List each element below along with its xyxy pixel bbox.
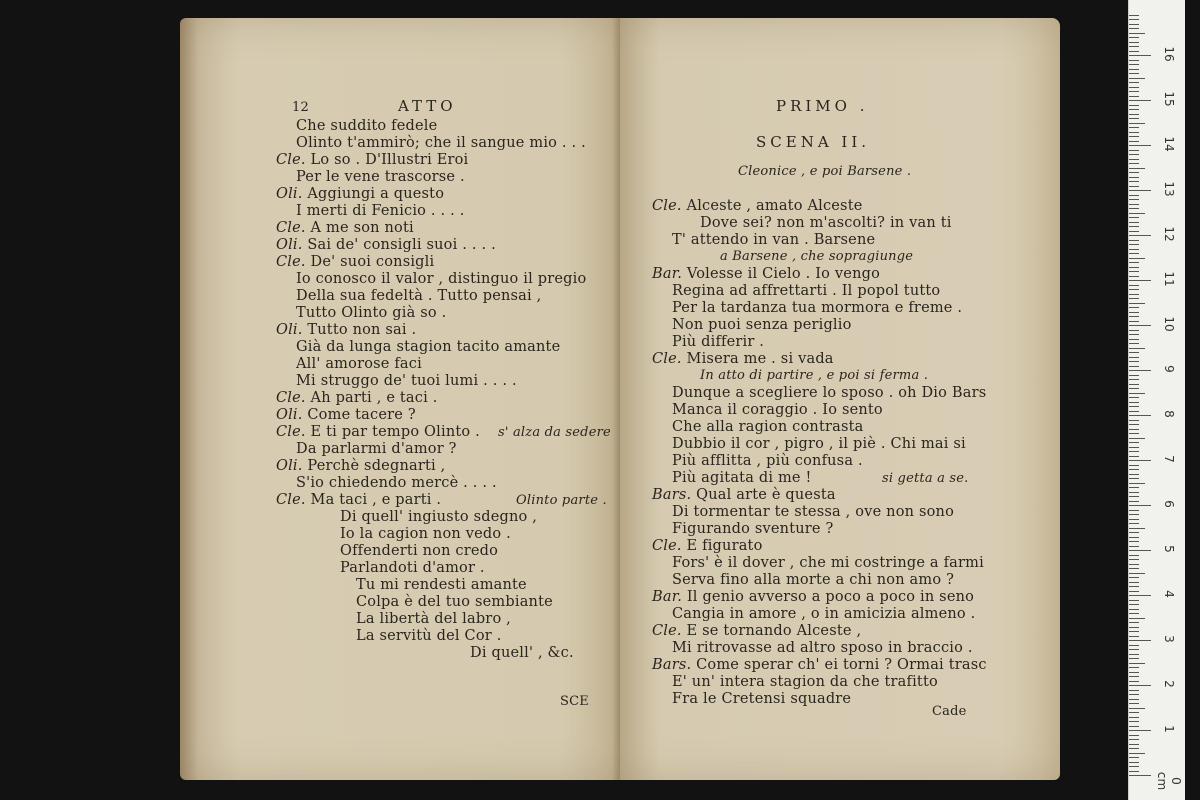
ruler-minor-tick [1129, 600, 1139, 601]
text-line: Tutto Olinto già so . [296, 305, 447, 321]
text-line: Più agitata di me ! [672, 470, 812, 486]
ruler-minor-tick [1129, 510, 1139, 511]
text-line: Cle. Ah parti , e taci . [276, 390, 438, 406]
ruler-minor-tick [1129, 703, 1139, 704]
ruler-label: 6 [1162, 500, 1176, 508]
ruler-minor-tick [1129, 699, 1139, 700]
ruler-minor-tick [1129, 663, 1145, 664]
text-line: Io conosco il valor , distinguo il pregio [296, 271, 587, 287]
ruler-minor-tick [1129, 694, 1139, 695]
ruler-minor-tick [1129, 87, 1139, 88]
ruler-minor-tick [1129, 438, 1145, 439]
ruler-minor-tick [1129, 343, 1139, 344]
ruler-major-tick [1129, 370, 1151, 371]
scene-persons: Cleonice , e poi Barsene . [738, 164, 912, 179]
ruler-minor-tick [1129, 469, 1139, 470]
ruler-minor-tick [1129, 532, 1139, 533]
ruler-minor-tick [1129, 478, 1139, 479]
ruler-minor-tick [1129, 388, 1139, 389]
text-line: Fors' è il dover , che mi costringe a farmi [672, 555, 984, 571]
ruler-minor-tick [1129, 123, 1145, 124]
text-line: Della sua fedeltà . Tutto pensai , [296, 288, 542, 304]
ruler-minor-tick [1129, 69, 1139, 70]
aria-line: Io la cagion non vedo . [340, 526, 511, 542]
ruler-label: 13 [1162, 181, 1176, 197]
ruler-minor-tick [1129, 163, 1139, 164]
ruler-minor-tick [1129, 411, 1139, 412]
ruler-minor-tick [1129, 739, 1139, 740]
ruler-major-tick [1129, 325, 1151, 326]
ruler-minor-tick [1129, 766, 1139, 767]
ruler-minor-tick [1129, 141, 1139, 142]
text-line: Che suddito fedele [296, 118, 438, 134]
ruler-minor-tick [1129, 465, 1139, 466]
ruler-major-tick [1129, 415, 1151, 416]
ruler-major-tick [1129, 280, 1151, 281]
ruler-major-tick [1129, 100, 1151, 101]
ruler-minor-tick [1129, 208, 1139, 209]
ruler-minor-tick [1129, 613, 1139, 614]
ruler-minor-tick [1129, 249, 1139, 250]
ruler-minor-tick [1129, 51, 1139, 52]
ruler-minor-tick [1129, 28, 1139, 29]
text-line: Serva fino alla morte a chi non amo ? [672, 572, 955, 588]
ruler-minor-tick [1129, 748, 1139, 749]
ruler-minor-tick [1129, 519, 1139, 520]
ruler-minor-tick [1129, 312, 1139, 313]
ruler-label: 4 [1162, 590, 1176, 598]
aria-line: Offenderti non credo [340, 543, 499, 559]
text-line: Figurando sventure ? [672, 521, 834, 537]
ruler-minor-tick [1129, 771, 1139, 772]
stage-direction: a Barsene , che sopragiunge [720, 249, 914, 264]
ruler-label: 11 [1162, 271, 1176, 287]
ruler-minor-tick [1129, 573, 1145, 574]
ruler-minor-tick [1129, 204, 1139, 205]
ruler-minor-tick [1129, 420, 1139, 421]
ruler-minor-tick [1129, 618, 1145, 619]
ruler-minor-tick [1129, 649, 1139, 650]
ruler-minor-tick [1129, 604, 1139, 605]
ruler-minor-tick [1129, 658, 1139, 659]
ruler-minor-tick [1129, 168, 1145, 169]
ruler-minor-tick [1129, 631, 1139, 632]
ruler-label: 5 [1162, 545, 1176, 553]
aria-line: Tu mi rendesti amante [356, 577, 527, 593]
ruler-major-tick [1129, 775, 1151, 776]
ruler-minor-tick [1129, 159, 1139, 160]
aria-line: Colpa è del tuo sembiante [356, 594, 553, 610]
ruler-minor-tick [1129, 609, 1139, 610]
text-line: Olinto t'ammirò; che il sangue mio . . . [296, 135, 586, 151]
text-line: Da parlarmi d'amor ? [296, 441, 457, 457]
ruler-minor-tick [1129, 528, 1145, 529]
ruler-minor-tick [1129, 78, 1145, 79]
ruler-minor-tick [1129, 60, 1139, 61]
scene-title: SCENA II. [756, 133, 871, 151]
ruler-minor-tick [1129, 379, 1139, 380]
ruler-minor-tick [1129, 429, 1139, 430]
ruler-minor-tick [1129, 177, 1139, 178]
ruler-minor-tick [1129, 744, 1139, 745]
catchword: Cade [932, 704, 967, 719]
ruler-minor-tick [1129, 577, 1139, 578]
text-line: I merti di Fenicio . . . . [296, 203, 465, 219]
ruler-minor-tick [1129, 217, 1139, 218]
text-line: Oli. Come tacere ? [276, 407, 416, 423]
ruler-minor-tick [1129, 375, 1139, 376]
text-line: Cle. E figurato [652, 538, 763, 554]
text-line: E' un' intera stagion da che trafitto [672, 674, 938, 690]
text-line: Fra le Cretensi squadre [672, 691, 852, 707]
ruler-major-tick [1129, 460, 1151, 461]
ruler-minor-tick [1129, 96, 1139, 97]
ruler-minor-tick [1129, 321, 1139, 322]
ruler-major-tick [1129, 685, 1151, 686]
ruler-minor-tick [1129, 586, 1139, 587]
ruler-minor-tick [1129, 42, 1139, 43]
ruler-minor-tick [1129, 582, 1139, 583]
ruler-minor-tick [1129, 672, 1139, 673]
ruler-minor-tick [1129, 456, 1139, 457]
ruler-minor-tick [1129, 339, 1139, 340]
ruler-minor-tick [1129, 357, 1139, 358]
ruler-label: 10 [1162, 316, 1176, 332]
text-line: Per le vene trascorse . [296, 169, 465, 185]
ruler-minor-tick [1129, 253, 1139, 254]
ruler-minor-tick [1129, 402, 1139, 403]
ruler-minor-tick [1129, 195, 1139, 196]
text-line: Bars. Come sperar ch' ei torni ? Ormai trasc [652, 657, 987, 673]
running-header: ATTO [398, 97, 457, 115]
ruler-minor-tick [1129, 541, 1139, 542]
ruler-label: 9 [1162, 365, 1176, 373]
ruler-minor-tick [1129, 757, 1139, 758]
text-line: Cle. De' suoi consigli [276, 254, 435, 270]
ruler-minor-tick [1129, 483, 1145, 484]
ruler-minor-tick [1129, 712, 1139, 713]
text-line: Cle. Lo so . D'Illustri Eroi [276, 152, 469, 168]
ruler-label: 8 [1162, 410, 1176, 418]
ruler-minor-tick [1129, 244, 1139, 245]
ruler-label: 7 [1162, 455, 1176, 463]
ruler-major-tick [1129, 190, 1151, 191]
ruler-minor-tick [1129, 568, 1139, 569]
ruler-minor-tick [1129, 667, 1139, 668]
ruler-minor-tick [1129, 397, 1139, 398]
ruler-minor-tick [1129, 762, 1139, 763]
ruler-minor-tick [1129, 564, 1139, 565]
ruler-minor-tick [1129, 181, 1139, 182]
text-line: Mi struggo de' tuoi lumi . . . . [296, 373, 517, 389]
running-header: PRIMO . [776, 97, 869, 115]
ruler-major-tick [1129, 595, 1151, 596]
ruler-minor-tick [1129, 132, 1139, 133]
ruler-minor-tick [1129, 433, 1139, 434]
text-line: Bar. Il genio avverso a poco a poco in seno [652, 589, 975, 605]
ruler-minor-tick [1129, 496, 1139, 497]
ruler-minor-tick [1129, 330, 1139, 331]
ruler-minor-tick [1129, 753, 1145, 754]
ruler-minor-tick [1129, 154, 1139, 155]
text-line: Non puoi senza periglio [672, 317, 852, 333]
text-line: Cangia in amore , o in amicizia almeno . [672, 606, 976, 622]
ruler-major-tick [1129, 640, 1151, 641]
text-line: Che alla ragion contrasta [672, 419, 864, 435]
text-line: Dubbio il cor , pigro , il piè . Chi mai si [672, 436, 966, 452]
ruler-minor-tick [1129, 262, 1139, 263]
ruler-minor-tick [1129, 307, 1139, 308]
text-line: T' attendo in van . Barsene [672, 232, 876, 248]
aria-line: La libertà del labro , [356, 611, 511, 627]
ruler-minor-tick [1129, 267, 1139, 268]
ruler-minor-tick [1129, 514, 1139, 515]
ruler-minor-tick [1129, 361, 1139, 362]
text-line: Cle. E ti par tempo Olinto . [276, 424, 480, 440]
ruler-major-tick [1129, 730, 1151, 731]
ruler-minor-tick [1129, 222, 1139, 223]
ruler-minor-tick [1129, 294, 1139, 295]
ruler-minor-tick [1129, 258, 1145, 259]
ruler-minor-tick [1129, 109, 1139, 110]
ruler-minor-tick [1129, 406, 1139, 407]
text-line: All' amorose faci [296, 356, 422, 372]
ruler-minor-tick [1129, 64, 1139, 65]
aria-line: Di quell' , &c. [470, 645, 574, 661]
text-line: Mi ritrovasse ad altro sposo in braccio . [672, 640, 973, 656]
ruler-minor-tick [1129, 15, 1139, 16]
text-line: Oli. Sai de' consigli suoi . . . . [276, 237, 496, 253]
text-line: Bar. Volesse il Cielo . Io vengo [652, 266, 881, 282]
open-book [172, 18, 1072, 780]
ruler-minor-tick [1129, 348, 1145, 349]
ruler-minor-tick [1129, 591, 1139, 592]
ruler-minor-tick [1129, 231, 1139, 232]
ruler-minor-tick [1129, 492, 1139, 493]
ruler-minor-tick [1129, 654, 1139, 655]
ruler-minor-tick [1129, 487, 1139, 488]
left-page [180, 18, 620, 780]
ruler-minor-tick [1129, 645, 1139, 646]
ruler-minor-tick [1129, 424, 1139, 425]
ruler-minor-tick [1129, 352, 1139, 353]
ruler-minor-tick [1129, 303, 1145, 304]
stage-direction: Olinto parte . [516, 493, 607, 508]
ruler-minor-tick [1129, 451, 1139, 452]
ruler-minor-tick [1129, 559, 1139, 560]
ruler-minor-tick [1129, 537, 1139, 538]
ruler-minor-tick [1129, 136, 1139, 137]
ruler-minor-tick [1129, 546, 1139, 547]
ruler-minor-tick [1129, 447, 1139, 448]
text-line: Regina ad affrettarti . Il popol tutto [672, 283, 941, 299]
ruler-minor-tick [1129, 676, 1139, 677]
text-line: Dove sei? non m'ascolti? in van ti [700, 215, 952, 231]
ruler-minor-tick [1129, 289, 1139, 290]
ruler-label: 16 [1162, 46, 1176, 62]
ruler-minor-tick [1129, 735, 1139, 736]
ruler-minor-tick [1129, 298, 1139, 299]
text-line: Cle. Ma taci , e parti . [276, 492, 442, 508]
ruler-minor-tick [1129, 82, 1139, 83]
ruler-minor-tick [1129, 172, 1139, 173]
ruler-minor-tick [1129, 690, 1139, 691]
text-line: Cle. A me son noti [276, 220, 414, 236]
ruler-minor-tick [1129, 636, 1139, 637]
ruler-minor-tick [1129, 19, 1139, 20]
ruler-minor-tick [1129, 523, 1139, 524]
ruler-minor-tick [1129, 37, 1139, 38]
ruler-minor-tick [1129, 91, 1139, 92]
ruler-major-tick [1129, 550, 1151, 551]
aria-line: Di quell' ingiusto sdegno , [340, 509, 538, 525]
ruler-minor-tick [1129, 114, 1139, 115]
text-line: Più differir . [672, 334, 765, 350]
ruler-minor-tick [1129, 118, 1139, 119]
ruler-major-tick [1129, 505, 1151, 506]
ruler-minor-tick [1129, 366, 1139, 367]
ruler-minor-tick [1129, 199, 1139, 200]
stage-direction: In atto di partire , e poi si ferma . [700, 368, 929, 383]
ruler-minor-tick [1129, 316, 1139, 317]
ruler-minor-tick [1129, 726, 1139, 727]
ruler-minor-tick [1129, 622, 1139, 623]
ruler-minor-tick [1129, 384, 1139, 385]
text-line: Cle. E se tornando Alceste , [652, 623, 862, 639]
ruler-minor-tick [1129, 442, 1139, 443]
ruler-label: 15 [1162, 91, 1176, 107]
measuring-ruler [1128, 0, 1185, 800]
right-page [620, 18, 1060, 780]
text-line: Di tormentar te stessa , ove non sono [672, 504, 955, 520]
ruler-label: 3 [1162, 635, 1176, 643]
ruler-major-tick [1129, 55, 1151, 56]
ruler-minor-tick [1129, 721, 1139, 722]
text-line: Oli. Tutto non sai . [276, 322, 417, 338]
aria-line: La servitù del Cor . [356, 628, 502, 644]
ruler-minor-tick [1129, 24, 1139, 25]
ruler-minor-tick [1129, 150, 1139, 151]
text-line: Manca il coraggio . Io sento [672, 402, 883, 418]
ruler-minor-tick [1129, 271, 1139, 272]
ruler-minor-tick [1129, 474, 1139, 475]
ruler-label: 1 [1162, 725, 1176, 733]
ruler-minor-tick [1129, 555, 1139, 556]
ruler-minor-tick [1129, 73, 1139, 74]
stage-direction: si getta a se. [882, 471, 969, 486]
ruler-minor-tick [1129, 681, 1139, 682]
text-line: Bars. Qual arte è questa [652, 487, 836, 503]
ruler-minor-tick [1129, 33, 1145, 34]
ruler-minor-tick [1129, 285, 1139, 286]
text-line: Oli. Aggiungi a questo [276, 186, 445, 202]
ruler-minor-tick [1129, 226, 1139, 227]
ruler-label: 12 [1162, 226, 1176, 242]
text-line: Dunque a scegliere lo sposo . oh Dio Bars [672, 385, 987, 401]
ruler-minor-tick [1129, 717, 1139, 718]
text-line: Oli. Perchè sdegnarti , [276, 458, 446, 474]
ruler-major-tick [1129, 145, 1151, 146]
ruler-major-tick [1129, 235, 1151, 236]
ruler-label: 2 [1162, 680, 1176, 688]
ruler-minor-tick [1129, 46, 1139, 47]
ruler-minor-tick [1129, 276, 1139, 277]
text-line: Già da lunga stagion tacito amante [296, 339, 561, 355]
ruler-minor-tick [1129, 708, 1145, 709]
ruler-minor-tick [1129, 240, 1139, 241]
page-number: 12 [292, 100, 309, 115]
stage-direction: s' alza da sedere [498, 425, 611, 440]
ruler-label: 0 cm [1155, 771, 1183, 791]
ruler-minor-tick [1129, 127, 1139, 128]
text-line: Cle. Alceste , amato Alceste [652, 198, 863, 214]
catchword: SCE [560, 694, 589, 709]
ruler-minor-tick [1129, 213, 1145, 214]
ruler-label: 14 [1162, 136, 1176, 152]
text-line: Per la tardanza tua mormora e freme . [672, 300, 963, 316]
text-line: Cle. Misera me . si vada [652, 351, 834, 367]
aria-line: Parlandoti d'amor . [340, 560, 485, 576]
text-line: Più afflitta , più confusa . [672, 453, 863, 469]
ruler-minor-tick [1129, 393, 1145, 394]
ruler-minor-tick [1129, 105, 1139, 106]
ruler-minor-tick [1129, 186, 1139, 187]
text-line: S'io chiedendo mercè . . . . [296, 475, 497, 491]
ruler-minor-tick [1129, 501, 1139, 502]
ruler-minor-tick [1129, 627, 1139, 628]
ruler-minor-tick [1129, 334, 1139, 335]
